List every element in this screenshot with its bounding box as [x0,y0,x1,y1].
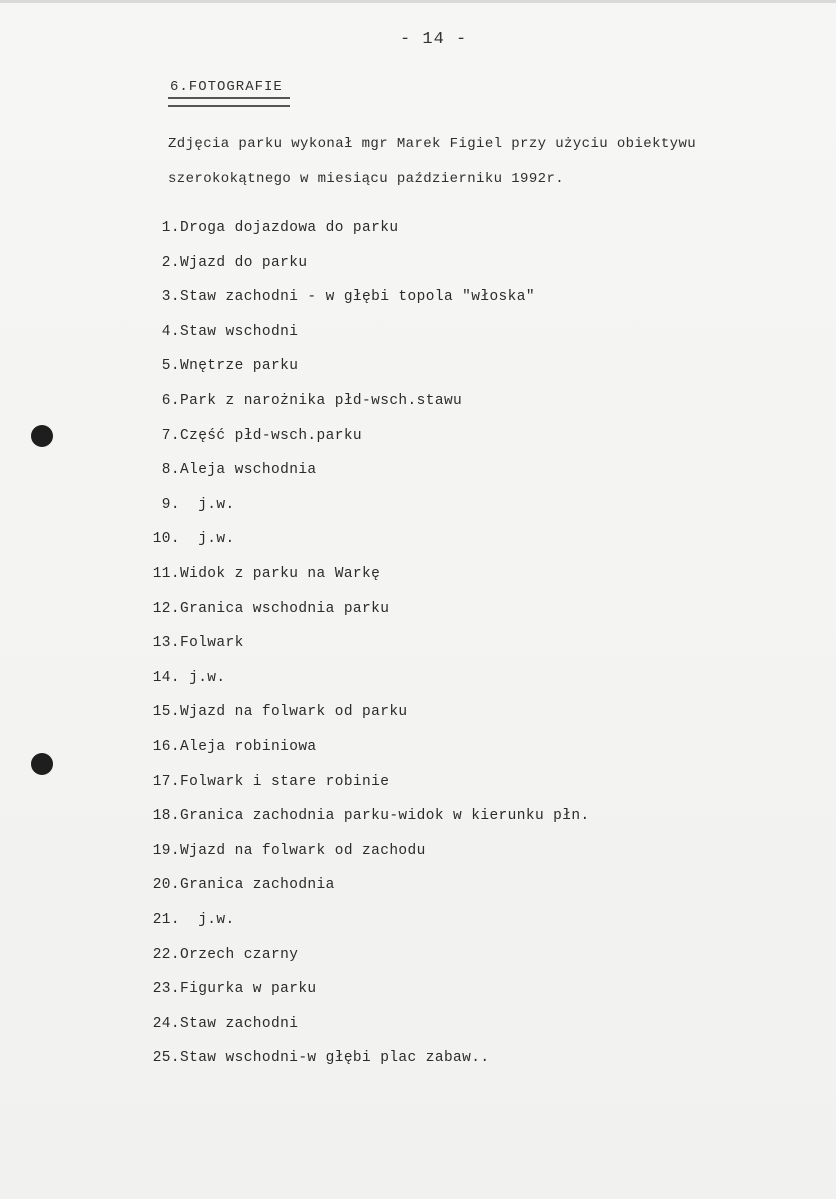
list-item [148,531,708,547]
list-item-text: Park z narożnika płd-wsch.stawu [180,393,463,409]
list-item-number: 12. [152,600,180,617]
list-item-text: Folwark [180,635,244,652]
list-item [148,877,708,893]
list-item [148,462,708,478]
list-item-text: Figurka w parku [180,981,317,998]
list-item-text: j.w. [180,496,235,513]
list-item-number: 22. [152,946,180,963]
list-item [148,1016,708,1032]
list-item-number: 19. [152,842,180,859]
list-item-text: Staw zachodni [180,1015,299,1032]
list-item [148,393,708,409]
list-item-number: 24. [152,1015,180,1032]
list-item-text: Wjazd na folwark od parku [180,704,408,721]
page-number: - 14 - [400,30,468,49]
heading-underline [168,97,290,107]
list-item-text: Widok z parku na Warkę [180,566,381,582]
list-item-text: Aleja wschodnia [180,462,317,479]
list-item-text: Granica wschodnia parku [180,600,390,617]
list-item-text: Folwark i stare robinie [180,773,390,790]
list-item [148,808,708,824]
list-item-text: Część płd-wsch.parku [180,427,363,444]
page-top-edge [0,0,836,3]
list-item-number: 13. [152,635,180,652]
list-item [148,566,708,582]
list-item-number: 25. [152,1050,180,1067]
list-item [148,220,708,236]
list-item-text: Staw wschodni-w głębi plac zabaw.. [180,1050,490,1067]
list-item-text: j.w. [180,531,235,548]
list-item-number: 3. [161,289,180,306]
list-item-text: Wjazd do parku [180,254,308,271]
list-item [148,912,708,928]
section-heading: 6.FOTOGRAFIE [170,79,283,95]
list-item-number: 16. [152,739,180,755]
list-item [148,635,708,651]
list-item-number: 4. [161,323,180,340]
list-item [148,428,708,444]
list-item-text: Granica zachodnia [180,877,335,894]
list-item [148,670,708,686]
list-item-number: 11. [152,566,180,582]
punch-hole [31,753,53,775]
list-item-number: 7. [161,427,180,444]
list-item [148,601,708,617]
list-item-text: Granica zachodnia parku-widok w kierunku płn. [180,808,590,825]
list-item-number: 20. [152,877,180,894]
list-item-number: 17. [152,773,180,790]
list-item-number: 6. [161,393,180,409]
list-item-text: j.w. [180,669,226,686]
list-item [148,843,708,859]
intro-line-2: szerokokątnego w miesiącu październiku 1992r. [168,171,565,187]
list-item-number: 5. [161,358,180,375]
list-item [148,947,708,963]
list-item-text: Wnętrze parku [180,358,299,375]
list-item-number: 10. [152,531,180,548]
list-item-number: 21. [152,912,180,928]
list-item-number: 9. [161,496,180,513]
list-item [148,497,708,513]
list-item [148,358,708,374]
list-item [148,1050,708,1066]
list-item-number: 8. [161,462,180,479]
list-item-text: Staw wschodni [180,323,299,340]
list-item-number: 18. [152,808,180,825]
list-item-text: Wjazd na folwark od zachodu [180,842,426,859]
list-item [148,324,708,340]
list-item-number: 1. [161,220,180,236]
list-item-number: 15. [152,704,180,721]
intro-line-1: Zdjęcia parku wykonał mgr Marek Figiel przy użyciu obiektywu [168,136,697,152]
list-item [148,739,708,755]
list-item [148,255,708,271]
list-item-number: 23. [152,981,180,998]
list-item [148,704,708,720]
list-item-text: j.w. [180,912,235,928]
list-item-number: 14. [152,669,180,686]
list-item-text: Aleja robiniowa [180,739,317,755]
list-item [148,774,708,790]
list-item-number: 2. [161,254,180,271]
list-item [148,981,708,997]
list-item [148,289,708,305]
list-item-text: Orzech czarny [180,946,299,963]
list-item-text: Droga dojazdowa do parku [180,220,399,236]
list-item-text: Staw zachodni - w głębi topola "włoska" [180,289,535,306]
punch-hole [31,425,53,447]
